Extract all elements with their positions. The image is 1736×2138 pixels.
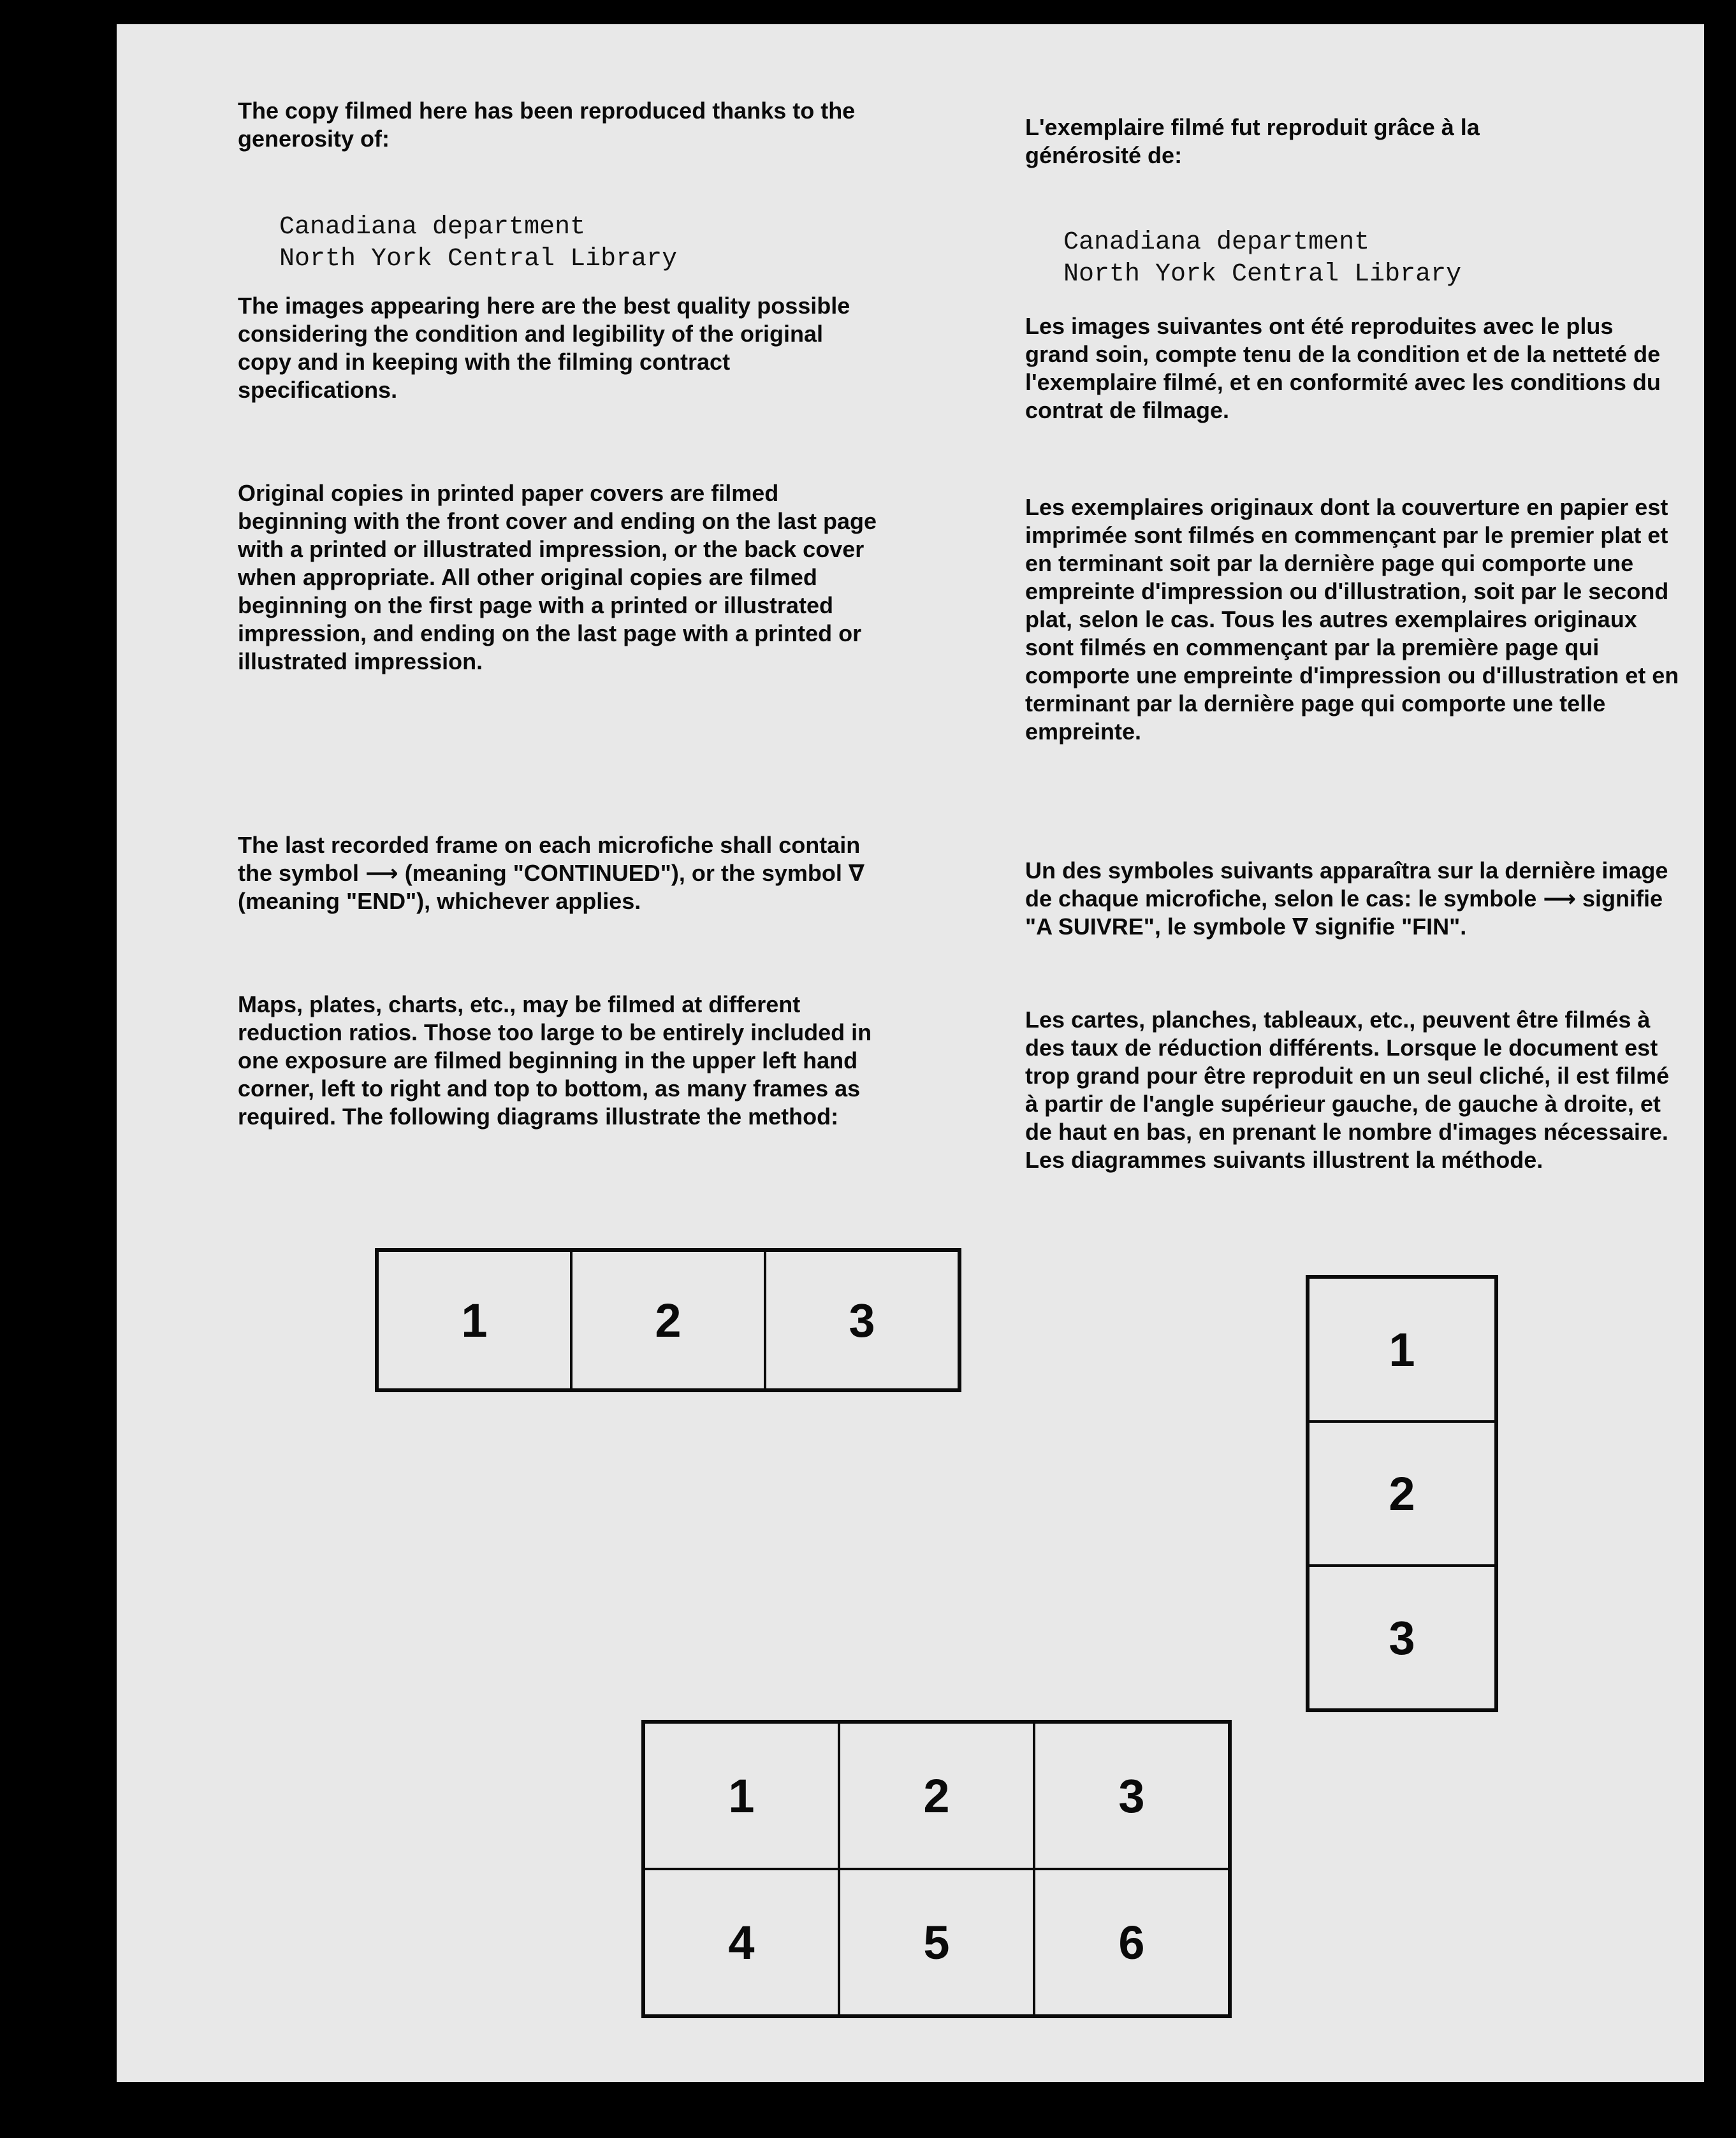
diagram-cell: 4 xyxy=(643,1869,839,2016)
symbols-text-c-en: (meaning "END"), whichever applies. xyxy=(238,888,641,914)
suivre-arrow-icon: ⟶ xyxy=(1543,885,1576,912)
credit-intro-en: The copy filmed here has been reproduced thanks to the generosity of: xyxy=(238,98,856,152)
microfiche-target-sheet xyxy=(117,24,1704,2082)
symbols-notice-en xyxy=(238,831,882,915)
diagram-cell: 1 xyxy=(643,1722,839,1869)
diagram-cell: 2 xyxy=(571,1250,765,1390)
diagram-grid xyxy=(641,1720,1232,2018)
diagram-cell: 3 xyxy=(1034,1722,1230,1869)
diagram-cell: 5 xyxy=(839,1869,1034,2016)
quality-notice-fr: Les images suivantes ont été reproduites avec le plus grand soin, compte tenu de la condition et de la netteté de l'exemplaire filmé, et en conformité avec les conditions du contrat de filmage. xyxy=(1025,313,1661,423)
diagram-horizontal xyxy=(375,1248,961,1392)
diagram-cell: 6 xyxy=(1034,1869,1230,2016)
diagram-cell: 2 xyxy=(839,1722,1034,1869)
originals-notice-en: Original copies in printed paper covers are filmed beginning with the front cover and ending on the last page with a printed or illustrated impression, or the back cover when appropriate. All other original copies are filmed beginning on the first page with a printed or illustrated impression, and ending on the last page with a printed or illustrated impression. xyxy=(238,480,877,674)
symbols-notice-fr xyxy=(1025,857,1669,941)
maps-notice-en: Maps, plates, charts, etc., may be filmed at different reduction ratios. Those too large to be entirely included in one exposure are filmed beginning in the upper left hand corner, left to right and top to bottom, as many frames as required. The following diagrams illustrate the method: xyxy=(238,991,872,1130)
diagram-cell: 1 xyxy=(1308,1277,1496,1422)
institution-en: Canadiana department North York Central Library xyxy=(279,213,678,273)
fin-triangle-icon: ∇ xyxy=(1292,913,1309,940)
maps-notice-fr: Les cartes, planches, tableaux, etc., peuvent être filmés à des taux de réduction différents. Lorsque le document est trop grand pour être reproduit en un seul cliché, il est filmé à partir de l'angle supérieur gauche, de gauche à droite, et de haut en bas, en prenant le nombre d'images nécessaire. Les diagrammes suivants illustrent la méthode. xyxy=(1025,1007,1670,1173)
symbols-text-b-fr: signifie "A SUIVRE", le symbole xyxy=(1025,885,1663,940)
quality-notice-en: The images appearing here are the best quality possible considering the condition and legibility of the original copy and in keeping with the filming contract specifications. xyxy=(238,293,850,403)
originals-notice-fr: Les exemplaires originaux dont la couverture en papier est imprimée sont filmés en commençant par le premier plat et en terminant soit par la dernière page qui comporte une empreinte d'impression ou d'illustration, soit par le second plat, selon le cas. Tous les autres exemplaires originaux sont filmés en commençant par la première page qui comporte une empreinte d'impression ou d'illustration et en terminant par la dernière page qui comporte une telle empreinte. xyxy=(1025,494,1679,745)
diagram-cell: 1 xyxy=(377,1250,571,1390)
symbols-text-c-fr: signifie "FIN". xyxy=(1315,913,1467,940)
end-triangle-icon: ∇ xyxy=(848,860,864,886)
continued-arrow-icon: ⟶ xyxy=(365,860,398,886)
credit-intro-fr: L'exemplaire filmé fut reproduit grâce à la générosité de: xyxy=(1025,114,1480,168)
diagram-vertical xyxy=(1306,1275,1498,1712)
diagram-cell: 3 xyxy=(765,1250,959,1390)
diagram-cell: 2 xyxy=(1308,1422,1496,1566)
diagram-cell: 3 xyxy=(1308,1566,1496,1710)
institution-fr: Canadiana department North York Central Library xyxy=(1063,228,1462,289)
symbols-text-a-fr: Un des symboles suivants apparaîtra sur la dernière image de chaque microfiche, selon le cas: le symbole xyxy=(1025,857,1668,912)
symbols-text-b-en: (meaning "CONTINUED"), or the symbol xyxy=(404,860,842,886)
symbols-text-a-en: The last recorded frame on each microfiche shall contain the symbol xyxy=(238,832,861,886)
